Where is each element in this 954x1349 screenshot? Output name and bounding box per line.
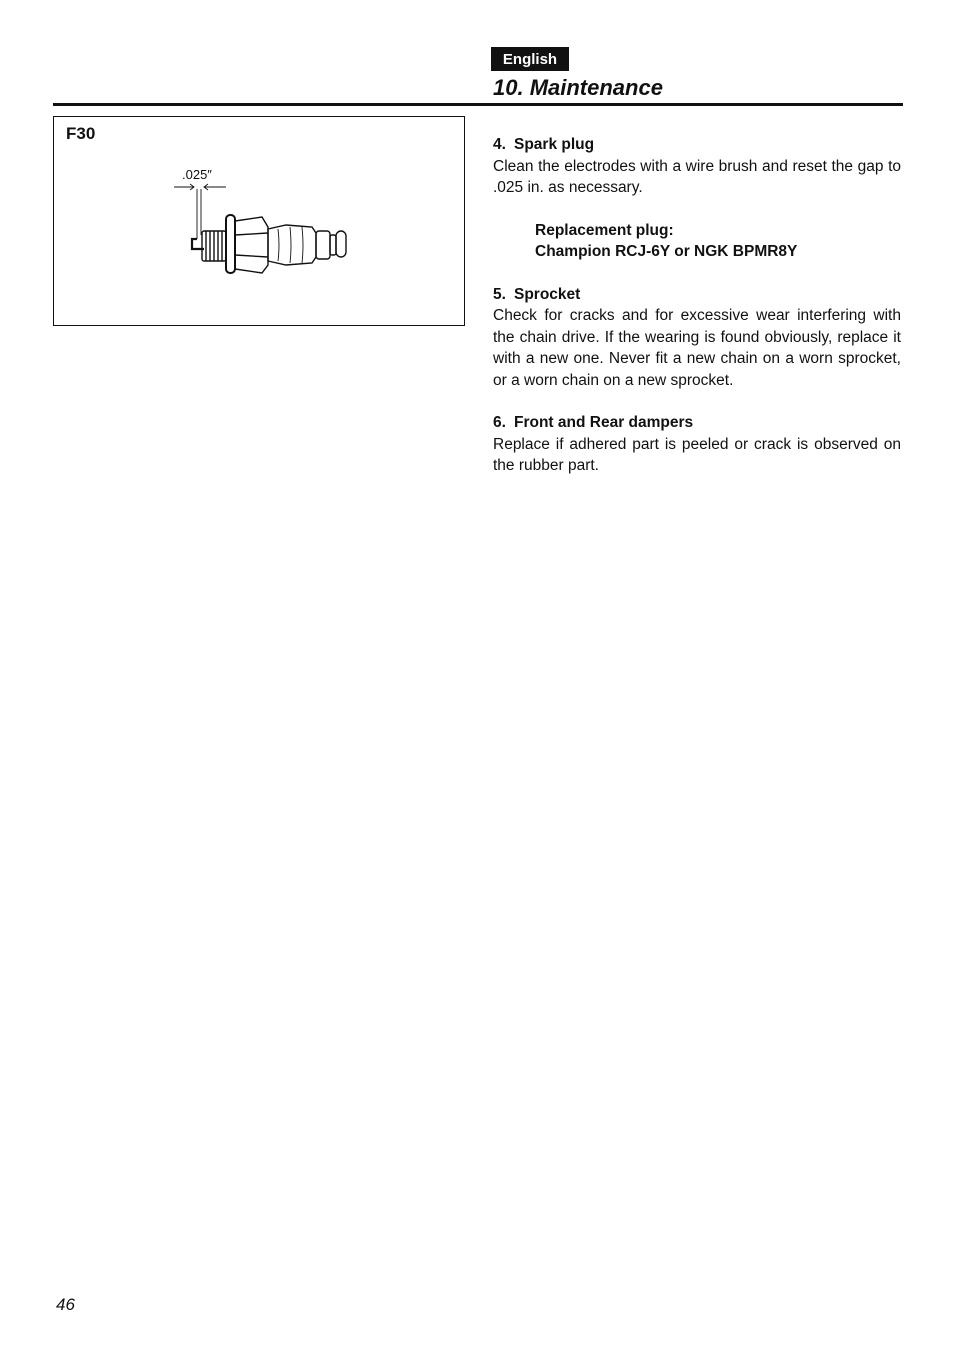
page-number: 46 — [56, 1295, 75, 1314]
section-body: Clean the electrodes with a wire brush and reset the gap to .025 in. as necessary. — [493, 157, 901, 196]
section-body: Replace if adhered part is peeled or crack is observed on the rubber part. — [493, 435, 901, 474]
figure-f30 — [53, 116, 465, 326]
maintenance-content — [493, 134, 901, 477]
spark-plug-illustration — [54, 117, 464, 325]
replacement-plug-label: Replacement plug: — [535, 221, 674, 239]
section-heading: 5. Sprocket — [493, 285, 581, 303]
language-badge: English — [491, 47, 569, 71]
section-body: Check for cracks and for excessive wear interfering with the chain drive. If the wearing is found obviously, replace it with a new one. Never fit a new chain on a worn sprocket, or a worn chain on a new sprocket. — [493, 307, 901, 389]
header-rule — [53, 103, 903, 106]
figure-label: F30 — [66, 124, 96, 143]
gap-measurement-label: .025″ — [182, 167, 212, 182]
replacement-plug-models: Champion RCJ-6Y or NGK BPMR8Y — [535, 243, 798, 260]
section-heading: 6. Front and Rear dampers — [493, 414, 694, 431]
section-heading: 4. Spark plug — [493, 136, 595, 153]
section-title: 10. Maintenance — [493, 75, 663, 100]
